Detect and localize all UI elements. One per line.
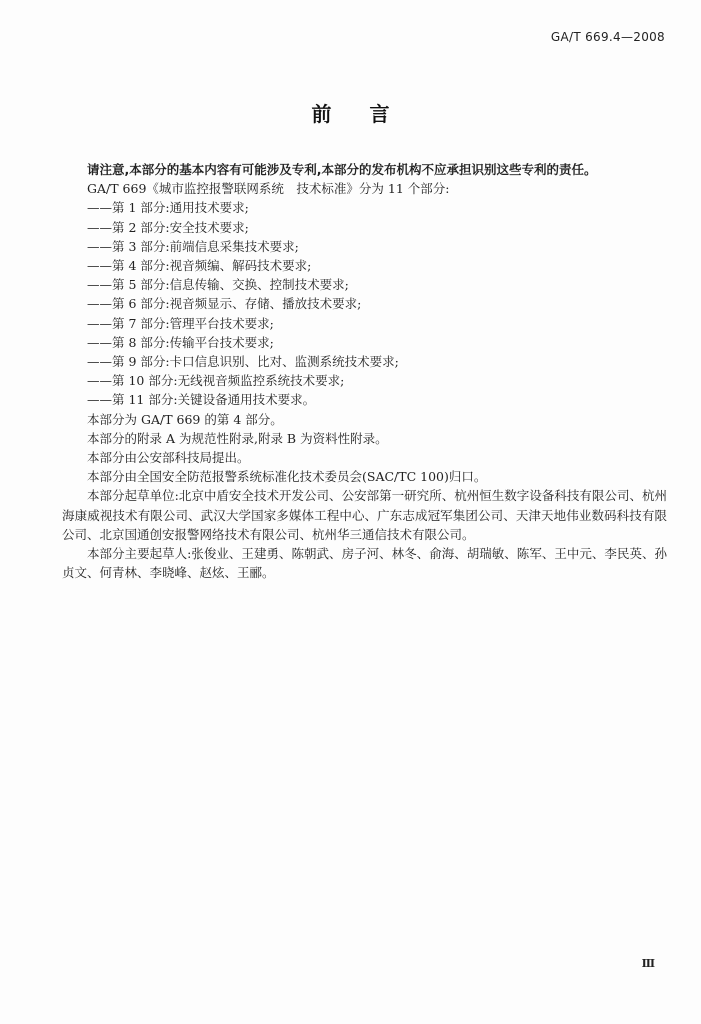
drafters-paragraph: 本部分主要起草人:张俊业、王建勇、陈朝武、房子河、林冬、俞海、胡瑞敏、陈军、王中元、李民英、孙贞文、何青林、李晓峰、赵炫、王郦。 bbox=[62, 546, 667, 581]
managed-by-paragraph: 本部分由全国安全防范报警系统标准化技术委员会(SAC/TC 100)归口。 bbox=[87, 469, 487, 485]
part-item: ——第 2 部分:安全技术要求; bbox=[87, 219, 249, 235]
part-item: ——第 5 部分:信息传输、交换、控制技术要求; bbox=[87, 277, 349, 293]
part-item: ——第 4 部分:视音频编、解码技术要求; bbox=[87, 258, 312, 274]
drafting-units-paragraph: 本部分起草单位:北京中盾安全技术开发公司、公安部第一研究所、杭州恒生数字设备科技有限公司、杭州海康威视技术有限公司、武汉大学国家多媒体工程中心、广东志成冠军集团公司、天津天地伟业数码科技有限公司、北京国通创安报警网络技术有限公司、杭州华三通信技术有限公司。 bbox=[62, 488, 667, 542]
page-number: Ⅲ bbox=[641, 957, 655, 970]
this-part-paragraph: 本部分为 GA/T 669 的第 4 部分。 bbox=[87, 411, 283, 427]
page-title: 前言 bbox=[311, 102, 428, 126]
annex-paragraph: 本部分的附录 A 为规范性附录,附录 B 为资料性附录。 bbox=[87, 430, 388, 446]
part-item: ——第 7 部分:管理平台技术要求; bbox=[87, 315, 274, 331]
intro-paragraph: GA/T 669《城市监控报警联网系统 技术标准》分为 11 个部分: bbox=[87, 181, 450, 197]
part-item: ——第 8 部分:传输平台技术要求; bbox=[87, 334, 274, 350]
part-item: ——第 9 部分:卡口信息识别、比对、监测系统技术要求; bbox=[87, 354, 399, 370]
part-item: ——第 1 部分:通用技术要求; bbox=[87, 200, 249, 216]
document-code: GA/T 669.4—2008 bbox=[550, 30, 665, 44]
part-item: ——第 3 部分:前端信息采集技术要求; bbox=[87, 238, 299, 254]
part-item: ——第 6 部分:视音频显示、存储、播放技术要求; bbox=[87, 296, 362, 312]
body-text bbox=[62, 160, 667, 582]
part-item: ——第 10 部分:无线视音频监控系统技术要求; bbox=[87, 373, 345, 389]
proposed-by-paragraph: 本部分由公安部科技局提出。 bbox=[87, 450, 250, 466]
part-item: ——第 11 部分:关键设备通用技术要求。 bbox=[87, 392, 316, 408]
patent-notice: 请注意,本部分的基本内容有可能涉及专利,本部分的发布机构不应承担识别这些专利的责任。 bbox=[87, 162, 597, 177]
